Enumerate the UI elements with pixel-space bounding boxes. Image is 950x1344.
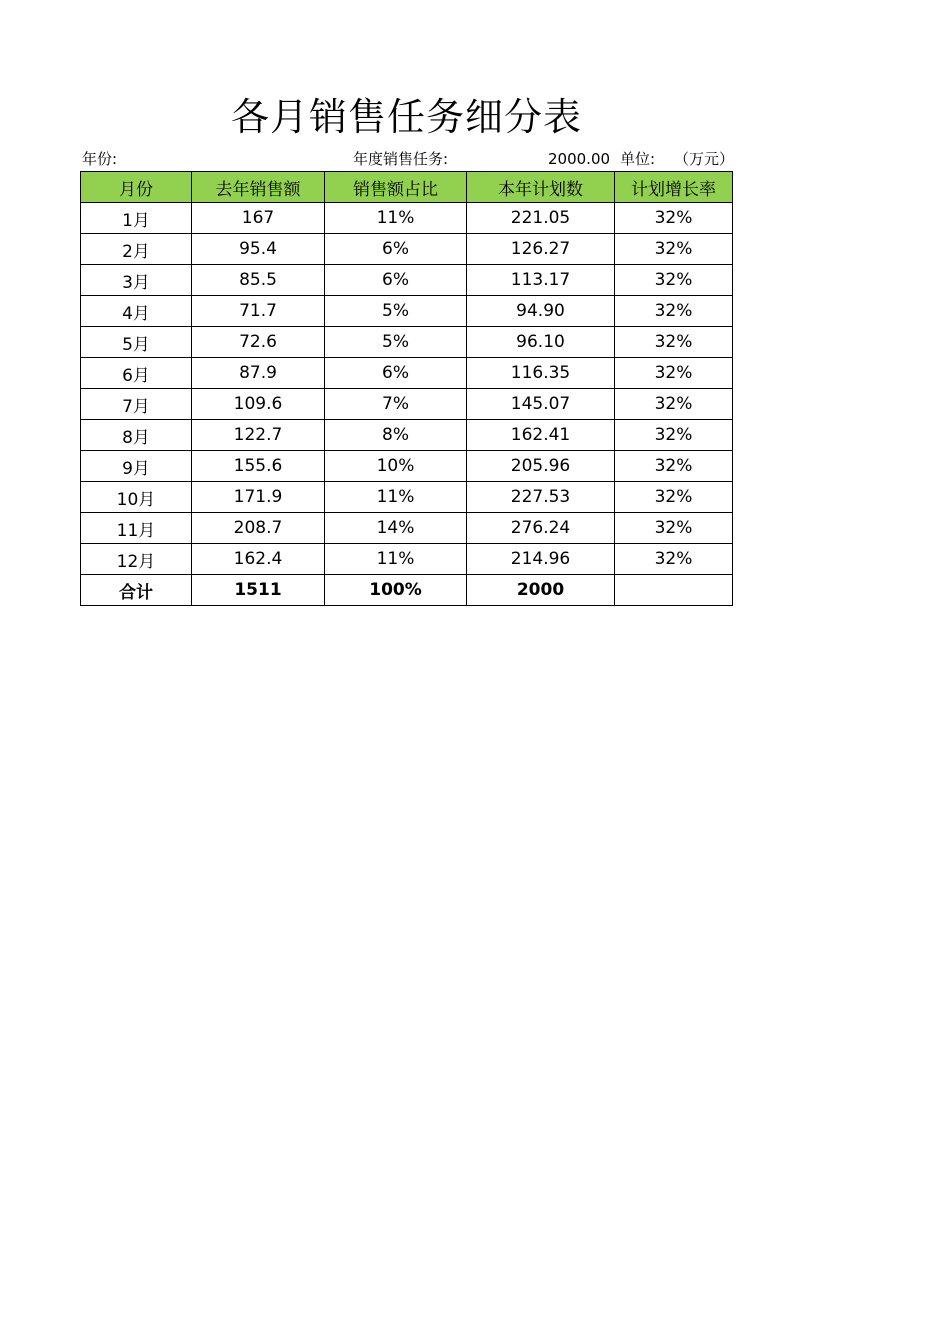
table-row — [81, 420, 733, 451]
cell-last-year: 171.9 — [192, 482, 325, 513]
cell-last-year: 87.9 — [192, 358, 325, 389]
cell-month: 11月 — [81, 513, 192, 544]
cell-share: 10% — [325, 451, 467, 482]
cell-share: 6% — [325, 265, 467, 296]
cell-last-year: 72.6 — [192, 327, 325, 358]
cell-last-year: 122.7 — [192, 420, 325, 451]
table-row — [81, 482, 733, 513]
unit-label: 单位: — [620, 150, 656, 168]
table-row — [81, 513, 733, 544]
sales-task-table — [80, 171, 733, 606]
cell-month: 3月 — [81, 265, 192, 296]
cell-last-year: 85.5 — [192, 265, 325, 296]
cell-growth: 32% — [615, 296, 733, 327]
cell-month: 2月 — [81, 234, 192, 265]
cell-month: 6月 — [81, 358, 192, 389]
cell-plan: 145.07 — [467, 389, 615, 420]
table-row — [81, 203, 733, 234]
year-label: 年份: — [82, 150, 118, 168]
cell-month: 4月 — [81, 296, 192, 327]
cell-growth: 32% — [615, 265, 733, 296]
cell-plan: 96.10 — [467, 327, 615, 358]
info-row — [80, 148, 740, 170]
cell-share: 11% — [325, 482, 467, 513]
cell-growth: 32% — [615, 451, 733, 482]
cell-growth: 32% — [615, 327, 733, 358]
total-plan: 2000 — [467, 575, 615, 606]
cell-plan: 94.90 — [467, 296, 615, 327]
table-row — [81, 389, 733, 420]
cell-growth: 32% — [615, 482, 733, 513]
cell-month: 9月 — [81, 451, 192, 482]
table-row — [81, 544, 733, 575]
cell-growth: 32% — [615, 358, 733, 389]
cell-last-year: 95.4 — [192, 234, 325, 265]
cell-month: 7月 — [81, 389, 192, 420]
total-last-year: 1511 — [192, 575, 325, 606]
cell-share: 14% — [325, 513, 467, 544]
cell-plan: 116.35 — [467, 358, 615, 389]
cell-share: 6% — [325, 358, 467, 389]
cell-growth: 32% — [615, 513, 733, 544]
cell-growth: 32% — [615, 203, 733, 234]
header-row — [81, 172, 733, 203]
table-row — [81, 358, 733, 389]
cell-plan: 205.96 — [467, 451, 615, 482]
cell-month: 10月 — [81, 482, 192, 513]
cell-growth: 32% — [615, 420, 733, 451]
cell-last-year: 109.6 — [192, 389, 325, 420]
cell-plan: 126.27 — [467, 234, 615, 265]
cell-last-year: 167 — [192, 203, 325, 234]
cell-share: 11% — [325, 203, 467, 234]
annual-task-label: 年度销售任务: — [353, 150, 449, 168]
table-row — [81, 234, 733, 265]
cell-share: 11% — [325, 544, 467, 575]
total-row — [81, 575, 733, 606]
cell-plan: 227.53 — [467, 482, 615, 513]
header-last-year-sales: 去年销售额 — [192, 172, 325, 203]
cell-growth: 32% — [615, 234, 733, 265]
table-row — [81, 451, 733, 482]
cell-last-year: 162.4 — [192, 544, 325, 575]
header-growth-rate: 计划增长率 — [615, 172, 733, 203]
cell-last-year: 71.7 — [192, 296, 325, 327]
table-row — [81, 296, 733, 327]
cell-plan: 276.24 — [467, 513, 615, 544]
cell-plan: 113.17 — [467, 265, 615, 296]
header-plan: 本年计划数 — [467, 172, 615, 203]
cell-last-year: 208.7 — [192, 513, 325, 544]
header-sales-share: 销售额占比 — [325, 172, 467, 203]
cell-last-year: 155.6 — [192, 451, 325, 482]
total-label: 合计 — [81, 575, 192, 606]
cell-share: 5% — [325, 296, 467, 327]
total-growth — [615, 575, 733, 606]
cell-month: 12月 — [81, 544, 192, 575]
cell-growth: 32% — [615, 389, 733, 420]
annual-task-value: 2000.00 — [548, 150, 611, 168]
cell-month: 5月 — [81, 327, 192, 358]
cell-growth: 32% — [615, 544, 733, 575]
cell-share: 7% — [325, 389, 467, 420]
unit-value: （万元） — [674, 150, 735, 168]
cell-month: 8月 — [81, 420, 192, 451]
header-month: 月份 — [81, 172, 192, 203]
table-row — [81, 265, 733, 296]
total-share: 100% — [325, 575, 467, 606]
cell-plan: 162.41 — [467, 420, 615, 451]
page-title: 各月销售任务细分表 — [230, 95, 582, 139]
table-row — [81, 327, 733, 358]
cell-plan: 221.05 — [467, 203, 615, 234]
cell-share: 5% — [325, 327, 467, 358]
cell-share: 8% — [325, 420, 467, 451]
cell-plan: 214.96 — [467, 544, 615, 575]
cell-share: 6% — [325, 234, 467, 265]
cell-month: 1月 — [81, 203, 192, 234]
